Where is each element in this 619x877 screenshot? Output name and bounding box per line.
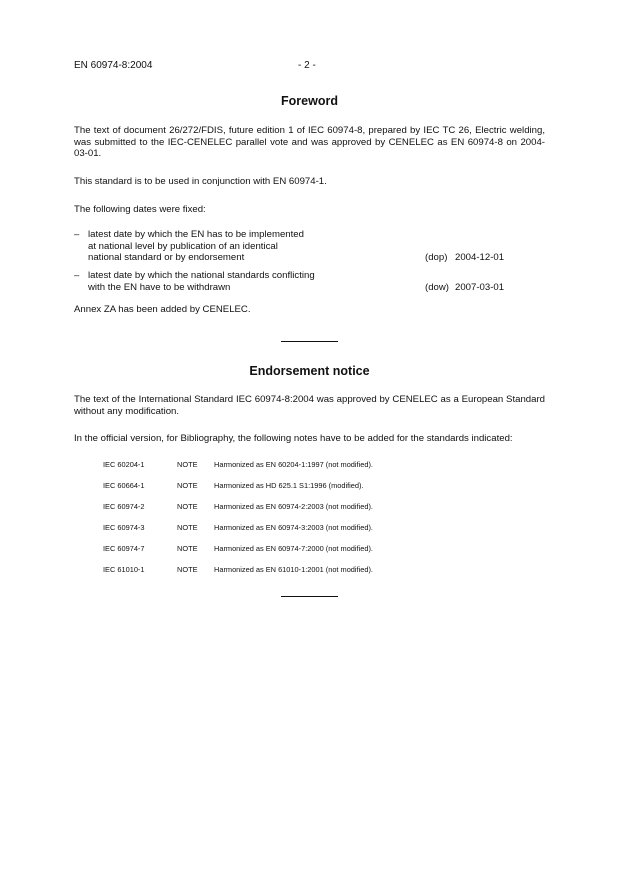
endorsement-paragraph-2: In the official version, for Bibliography, the following notes have to be added for the standards indicated: [74,433,513,444]
document-id: EN 60974-8:2004 [74,60,153,71]
date-item-line: latest date by which the EN has to be implemented [88,229,304,240]
date-item-line: with the EN have to be withdrawn [88,281,231,293]
note-label: NOTE [177,481,198,490]
note-label: NOTE [177,502,198,511]
note-text: Harmonized as EN 61010-1:2001 (not modified). [214,565,373,574]
date-code-dop: (dop) [425,252,448,263]
date-value-dop: 2004-12-01 [455,252,505,263]
annex-note: Annex ZA has been added by CENELEC. [74,304,251,315]
note-text: Harmonized as EN 60974-3:2003 (not modified). [214,523,373,532]
note-text: Harmonized as EN 60974-2:2003 (not modified). [214,502,373,511]
note-standard: IEC 60664-1 [103,481,145,490]
note-text: Harmonized as HD 625.1 S1:1996 (modified). [214,481,364,490]
list-dash: – [74,229,80,240]
note-text: Harmonized as EN 60204-1:1997 (not modified). [214,460,373,469]
list-dash: – [74,270,80,281]
note-standard: IEC 60974-2 [103,502,145,511]
note-standard: IEC 61010-1 [103,565,145,574]
foreword-paragraph-2: This standard is to be used in conjunction with EN 60974-1. [74,176,327,187]
date-item-line: latest date by which the national standards conflicting [88,270,315,281]
foreword-title: Foreword [281,94,338,108]
note-text: Harmonized as EN 60974-7:2000 (not modified). [214,544,373,553]
section-divider [281,596,338,597]
date-code-dow: (dow) [425,282,449,293]
page-number: - 2 - [298,60,316,71]
note-label: NOTE [177,565,198,574]
note-standard: IEC 60204-1 [103,460,145,469]
endorsement-paragraph-1: The text of the International Standard IEC 60974-8:2004 was approved by CENELEC as a European Standard without any modification. [74,394,545,417]
date-item-dop [88,229,304,264]
date-item-line: at national level by publication of an identical [88,240,278,252]
note-standard: IEC 60974-3 [103,523,145,532]
note-label: NOTE [177,460,198,469]
note-standard: IEC 60974-7 [103,544,145,553]
foreword-paragraph-3: The following dates were fixed: [74,204,206,215]
section-divider [281,341,338,342]
date-item-dow [88,270,315,293]
foreword-paragraph-1: The text of document 26/272/FDIS, future edition 1 of IEC 60974-8, prepared by IEC TC 26, Electric welding, was submitted to the IEC-CENELEC parallel vote and was approved by CENELEC as EN 60974-8 on 2004-03-01. [74,125,545,160]
endorsement-title: Endorsement notice [249,364,370,378]
note-label: NOTE [177,544,198,553]
date-value-dow: 2007-03-01 [455,282,505,293]
note-label: NOTE [177,523,198,532]
date-item-line: national standard or by endorsement [88,252,245,264]
